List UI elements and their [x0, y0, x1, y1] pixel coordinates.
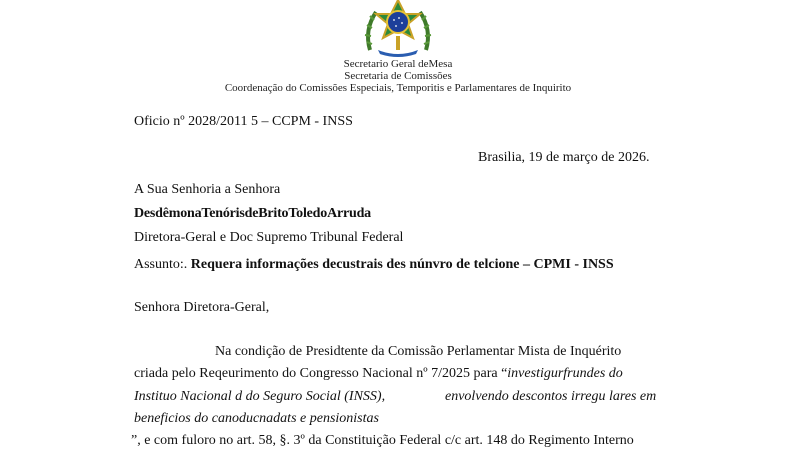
body-line-3-b: envolvendo descontos irregu lares em: [445, 389, 657, 404]
header-line-secretaria-geral: Secretario Geral deMesa: [343, 58, 453, 70]
body-line-3-right: [445, 388, 656, 405]
recipient-title: Diretora-Geral e Doc Supremo Tribunal Federal: [134, 230, 404, 245]
brazil-coat-of-arms-icon: [360, 0, 436, 58]
body-line-1: Na condição de Presidtente da Comissão Perlamentar Mista de Inquérito: [215, 344, 622, 359]
body-line-2: [134, 365, 623, 382]
header-line-secretaria-comissoes: Secretaria de Comissões: [344, 70, 452, 82]
recipient-salutation: A Sua Senhoria a Senhora: [134, 182, 281, 197]
body-line-4: beneficios do canoducnadats e pensionistas: [134, 411, 379, 426]
recipient-name: DesdêmonaTenórisdeBritoToledoArruda: [134, 206, 371, 221]
body-line-2-normal: criada pelo Reqeurimento do Congresso Nacional nº 7/2025 para “: [134, 366, 508, 381]
header-line-coordenacao: Coordenação do Comissões Especiais, Temporitis e Parlamentares de Inquirito: [224, 82, 572, 94]
date-line: Brasilia, 19 de março de 2026.: [478, 150, 650, 165]
greeting: Senhora Diretora-Geral,: [134, 300, 270, 315]
oficio-number: Oficio nº 2028/2011 5 – CCPM - INSS: [134, 114, 353, 129]
subject-label: Assunto:.: [134, 257, 188, 272]
body-line-2-italic: investigurfrundes do: [507, 366, 623, 381]
subject-line: [134, 256, 614, 273]
body-line-3-a: Instituo Nacional d do Seguro Social (INSS),: [134, 389, 386, 404]
body-line-3: [134, 388, 385, 405]
subject-text: Requera informações decustrais des núnvro de telcione – CPMI - INSS: [190, 257, 614, 272]
body-line-5: ”, e com fuloro no art. 58, §. 3º da Constituição Federal c/c art. 148 do Regimento Interno: [131, 433, 634, 448]
